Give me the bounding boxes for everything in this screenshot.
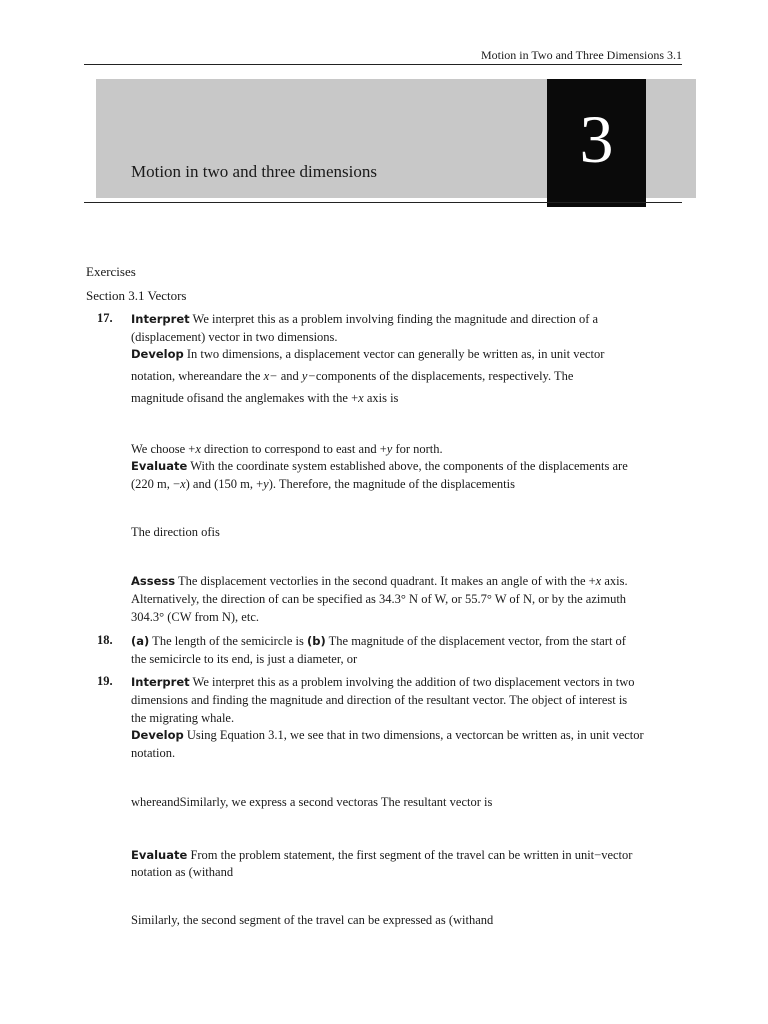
symbol-y: y: [386, 442, 393, 456]
interpret-label: Interpret: [131, 312, 190, 326]
p19-similarly-line: Similarly, the second segment of the travel can be expressed as (withand: [131, 913, 494, 927]
p17-direction-line: The direction ofis: [131, 525, 220, 539]
develop-label: Develop: [131, 728, 184, 742]
problem-number-17: 17.: [97, 311, 113, 325]
symbol-x: x: [595, 574, 602, 588]
text-run: The length of the semicircle is: [149, 634, 307, 648]
text-run: and: [277, 369, 302, 383]
text-run: axis.: [601, 574, 628, 588]
interpret-label: Interpret: [131, 675, 190, 689]
p17-assess-line-3: 304.3° (CW from N), etc.: [131, 610, 260, 624]
p19-interpret-line-1: [131, 673, 635, 691]
p18-line-2: the semicircle to its end, is just a diameter, or: [131, 652, 358, 666]
symbol-x: x: [195, 442, 201, 456]
chapter-number: 3: [579, 100, 614, 177]
text-run: (220 m, −: [131, 477, 181, 491]
text-run: We choose +: [131, 442, 196, 456]
text-run: Using Equation 3.1, we see that in two dimensions, a vectorcan be written as, in unit vector: [183, 728, 644, 742]
text-run: ). Therefore, the magnitude of the displacementis: [268, 477, 515, 491]
p19-interpret-line-2: dimensions and finding the magnitude and direction of the resultant vector. The object of interest is: [131, 693, 628, 707]
p18-line-1: [131, 632, 626, 650]
p17-develop-line-1: [131, 345, 604, 363]
p17-assess-line-2: Alternatively, the direction of can be specified as 34.3° N of W, or 55.7° W of N, or by the azimuth: [131, 592, 627, 606]
text-run: for north.: [392, 442, 443, 456]
p17-develop-text: In two dimensions, a displacement vector can generally be written as, in unit vector: [183, 347, 605, 361]
text-run: The magnitude of the displacement vector, from the start of: [325, 634, 626, 648]
symbol-y: y: [263, 477, 269, 491]
p19-interpret-line-3: the migrating whale.: [131, 711, 235, 725]
develop-label: Develop: [131, 347, 184, 361]
part-b-label: (b): [307, 634, 326, 648]
p17-interpret-text: We interpret this as a problem involving finding the magnitude and direction of a: [189, 312, 599, 326]
text-run: The displacement vectorlies in the second quadrant. It makes an angle of with the +: [175, 574, 596, 588]
p19-where-line: whereandSimilarly, we express a second vectoras The resultant vector is: [131, 795, 493, 809]
text-run: magnitude ofisand the anglemakes with the +: [131, 391, 359, 405]
symbol-y: y−: [301, 369, 316, 383]
p19-develop-line-1: [131, 726, 644, 744]
text-run: axis is: [363, 391, 399, 405]
p17-assess-line-1: [131, 572, 628, 590]
p17-evaluate-line-2: [131, 475, 515, 493]
symbol-x: x: [180, 477, 186, 491]
text-run: With the coordinate system established above, the components of the displacements are: [187, 459, 628, 473]
p17-interpret-line-2: (displacement) vector in two dimensions.: [131, 330, 338, 344]
text-run: From the problem statement, the first segment of the travel can be written in unit−vector: [187, 848, 633, 862]
text-run: direction to correspond to east and +: [200, 442, 387, 456]
problem-number-18: 18.: [97, 633, 113, 647]
running-head: Motion in Two and Three Dimensions 3.1: [480, 48, 682, 62]
banner-rule: [84, 202, 682, 203]
exercises-heading: Exercises: [86, 264, 136, 279]
text-run: notation, whereandare the: [131, 369, 264, 383]
evaluate-label: Evaluate: [131, 459, 188, 473]
symbol-x: x: [358, 391, 364, 405]
text-run: We interpret this as a problem involving the addition of two displacement vectors in two: [189, 675, 635, 689]
p19-evaluate-line-2: notation as (withand: [131, 865, 234, 879]
assess-label: Assess: [131, 574, 176, 588]
header-rule: [84, 64, 682, 65]
section-heading: Section 3.1 Vectors: [86, 288, 187, 303]
p17-evaluate-line-1: [131, 457, 628, 475]
text-run: ) and (150 m, +: [185, 477, 264, 491]
part-a-label: (a): [131, 634, 150, 648]
chapter-number-box: [547, 79, 646, 207]
p19-evaluate-line-1: [131, 846, 632, 864]
p17-interpret-line-1: [131, 310, 598, 328]
p17-develop-line-3: [131, 389, 398, 407]
p19-develop-line-2: notation.: [131, 746, 176, 760]
p17-choose-line: [131, 440, 443, 458]
symbol-x: x−: [263, 369, 278, 383]
p17-develop-line-2: [131, 367, 573, 385]
chapter-title: Motion in two and three dimensions: [131, 162, 378, 181]
problem-number-19: 19.: [97, 674, 113, 688]
evaluate-label: Evaluate: [131, 848, 188, 862]
text-run: components of the displacements, respectively. The: [315, 369, 574, 383]
